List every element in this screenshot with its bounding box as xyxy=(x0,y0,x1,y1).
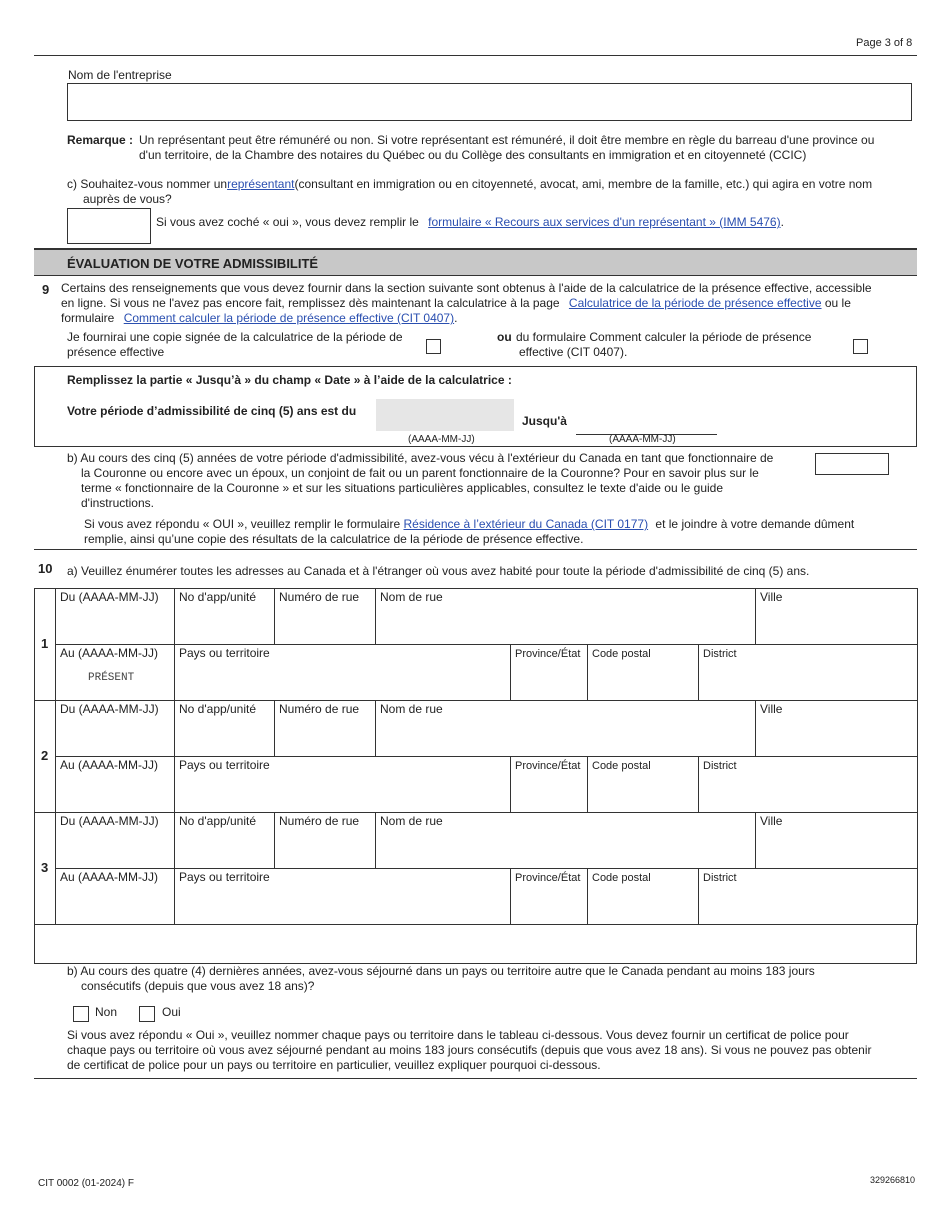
district-label: District xyxy=(703,648,737,660)
province-label: Province/État xyxy=(515,872,581,884)
to-date-label: Au (AAAA-MM-JJ) xyxy=(60,646,159,660)
q10a-text: a) Veuillez énumérer toutes les adresses au Canada et à l'étranger où vous avez habité pour toute la période d'admissibilité de cinq (5) ans. xyxy=(67,564,810,578)
q9-line-3-text: formulaire xyxy=(61,311,115,325)
presence-calculator-link[interactable]: Calculatrice de la période de présence effective xyxy=(568,296,822,310)
q9b-line-4: d'instructions. xyxy=(81,496,154,510)
remark-line-2: d'un territoire, de la Chambre des notaires du Québec ou du Collège des consultants en immigration et en citoyenneté (CCIC) xyxy=(139,148,807,162)
street-name-label: Nom de rue xyxy=(380,590,443,604)
to-date-label: Au (AAAA-MM-JJ) xyxy=(60,870,159,884)
remark-label: Remarque : xyxy=(67,133,134,147)
if-yes-instruction xyxy=(156,215,784,230)
apt-unit-label: No d'app/unité xyxy=(179,590,257,604)
question-c-text xyxy=(67,177,872,192)
row-1-district-cell xyxy=(698,644,918,701)
remark-line-1: Un représentant peut être rémunéré ou non. Si votre représentant est rémunéré, il doit être membre en règle du barreau d'une province ou xyxy=(139,133,875,147)
q9-or-label: ou xyxy=(497,330,512,344)
row-1-street-name-cell xyxy=(375,588,756,645)
row-1-province-input[interactable] xyxy=(513,663,585,698)
row-1-street-number-cell xyxy=(274,588,376,645)
row-2-postal-code-input[interactable] xyxy=(590,775,696,810)
question-c-prefix: c) Souhaitez-vous nommer un xyxy=(67,177,228,191)
address-row-number: 1 xyxy=(41,636,49,651)
q9b-yes-line-2: remplie, ainsi qu’une copie des résultats de la calculatrice de la période de présence effective. xyxy=(84,532,584,546)
if-yes-end: . xyxy=(780,215,784,229)
header-divider xyxy=(34,55,917,56)
calculator-copy-checkbox[interactable] xyxy=(426,339,441,354)
q9b-yes-end: et le joindre à votre demande dûment xyxy=(655,517,855,531)
q9-line-3-end: . xyxy=(454,311,458,325)
address-row-number: 2 xyxy=(41,748,49,763)
cit0407-form-checkbox[interactable] xyxy=(853,339,868,354)
from-date-label: Du (AAAA-MM-JJ) xyxy=(60,702,159,716)
q10c-line-1: Si vous avez répondu « Oui », veuillez nommer chaque pays ou territoire dans le tableau ci-dessous. Vous devez fournir un certificat de police pour xyxy=(67,1028,849,1042)
page-number: Page 3 of 8 xyxy=(856,37,913,49)
address-table-extra-row[interactable] xyxy=(34,924,917,964)
to-date-label: Au (AAAA-MM-JJ) xyxy=(60,758,159,772)
row-1-postal-code-input[interactable] xyxy=(590,663,696,698)
row-1-from-date-input[interactable] xyxy=(58,607,172,642)
q9b-yes-line-1 xyxy=(84,517,854,532)
row-1-district-input[interactable] xyxy=(701,663,915,698)
row-2-country-cell xyxy=(174,756,511,813)
q9b-yes-text: Si vous avez répondu « OUI », veuillez remplir le formulaire xyxy=(84,517,401,531)
row-2-country-input[interactable] xyxy=(177,775,508,810)
province-label: Province/État xyxy=(515,760,581,772)
postal-code-label: Code postal xyxy=(592,648,651,660)
province-label: Province/État xyxy=(515,648,581,660)
city-label: Ville xyxy=(760,590,783,604)
q9-option-2-line-1: du formulaire Comment calculer la période de présence xyxy=(516,330,812,344)
street-number-label: Numéro de rue xyxy=(279,814,360,828)
row-3-street-name-input[interactable] xyxy=(378,831,753,866)
eligibility-section-title: ÉVALUATION DE VOTRE ADMISSIBILITÉ xyxy=(67,256,319,271)
row-3-postal-code-cell xyxy=(587,868,699,925)
row-2-city-cell xyxy=(755,700,918,757)
q9-line-3 xyxy=(61,311,457,326)
row-2-district-cell xyxy=(698,756,918,813)
row-2-from-date-cell xyxy=(55,700,175,757)
row-3-city-cell xyxy=(755,812,918,869)
question-c-suffix: (consultant en immigration ou en citoyenneté, avocat, ami, membre de la famille, etc.) qui agira en votre nom xyxy=(294,177,873,191)
row-3-province-input[interactable] xyxy=(513,887,585,922)
q9-option-1-line-2: présence effective xyxy=(67,345,165,359)
row-2-to-date-cell xyxy=(55,756,175,813)
q9-line-2 xyxy=(61,296,851,311)
q9-line-2-text: en ligne. Si vous ne l'avez pas encore fait, remplissez dès maintenant la calculatrice à la page xyxy=(61,296,560,310)
apt-unit-label: No d'app/unité xyxy=(179,702,257,716)
street-name-label: Nom de rue xyxy=(380,814,443,828)
row-2-city-input[interactable] xyxy=(758,719,915,754)
stay-abroad-yes-label: Oui xyxy=(162,1005,181,1019)
representative-link[interactable]: représentant xyxy=(227,177,295,191)
q10c-line-2: chaque pays ou territoire où vous avez séjourné pendant au moins 183 jours consécutifs (depuis que vous avez 18 ans). Si vous ne pouvez pas obtenir xyxy=(67,1043,872,1057)
row-1-street-name-input[interactable] xyxy=(378,607,753,642)
q9-option-1-line-1: Je fournirai une copie signée de la calculatrice de la période de xyxy=(67,330,403,344)
row-3-postal-code-input[interactable] xyxy=(590,887,696,922)
row-1-city-input[interactable] xyxy=(758,607,915,642)
row-3-street-number-cell xyxy=(274,812,376,869)
cit0407-link[interactable]: Comment calculer la période de présence effective (CIT 0407) xyxy=(123,311,455,325)
q9-line-2-end: ou le xyxy=(824,296,851,310)
row-3-province-cell xyxy=(510,868,588,925)
country-label: Pays ou territoire xyxy=(179,870,270,884)
row-2-street-name-input[interactable] xyxy=(378,719,753,754)
if-yes-text: Si vous avez coché « oui », vous devez remplir le xyxy=(156,215,419,229)
row-2-street-number-cell xyxy=(274,700,376,757)
q10b-line-1: b) Au cours des quatre (4) dernières années, avez-vous séjourné dans un pays ou territoire autre que le Canada pendant au moins 183 jours xyxy=(67,964,815,978)
q10-divider xyxy=(34,1078,917,1079)
company-name-input[interactable] xyxy=(67,83,912,121)
representative-answer-select[interactable] xyxy=(67,208,151,244)
q10b-line-2: consécutifs (depuis que vous avez 18 ans)? xyxy=(81,979,315,993)
row-1-country-input[interactable] xyxy=(177,663,508,698)
row-3-to-date-cell xyxy=(55,868,175,925)
row-1-apt-unit-cell xyxy=(174,588,275,645)
q9-option-2-line-2: effective (CIT 0407). xyxy=(519,345,628,359)
row-2-apt-unit-cell xyxy=(174,700,275,757)
q9-divider xyxy=(34,549,917,550)
country-label: Pays ou territoire xyxy=(179,646,270,660)
row-2-from-date-input[interactable] xyxy=(58,719,172,754)
address-row-number: 3 xyxy=(41,860,49,875)
q9b-line-2: la Couronne ou encore avec un époux, un conjoint de fait ou un parent fonctionnaire de la Couronne? Pour en savoir plus sur le xyxy=(81,466,759,480)
period-label: Votre période d’admissibilité de cinq (5) ans est du xyxy=(67,404,357,418)
street-number-label: Numéro de rue xyxy=(279,702,360,716)
row-1-country-cell xyxy=(174,644,511,701)
until-label: Jusqu'à xyxy=(522,414,567,428)
barcode-number: 329266810 xyxy=(870,1175,916,1185)
stay-abroad-no-label: Non xyxy=(95,1005,118,1019)
q10c-line-3: de certificat de police pour un pays ou territoire en particulier, veuillez expliquer pourquoi ci-dessous. xyxy=(67,1058,601,1072)
city-label: Ville xyxy=(760,814,783,828)
from-date-label: Du (AAAA-MM-JJ) xyxy=(60,590,159,604)
postal-code-label: Code postal xyxy=(592,872,651,884)
row-2-to-date-input[interactable] xyxy=(58,775,172,810)
stay-abroad-no-checkbox[interactable] xyxy=(73,1006,89,1022)
row-2-postal-code-cell xyxy=(587,756,699,813)
start-date-format: (AAAA-MM-JJ) xyxy=(408,434,475,445)
row-1-apt-unit-input[interactable] xyxy=(177,607,272,642)
row-3-street-number-input[interactable] xyxy=(277,831,373,866)
from-date-label: Du (AAAA-MM-JJ) xyxy=(60,814,159,828)
eligibility-section-header xyxy=(34,248,917,276)
apt-unit-label: No d'app/unité xyxy=(179,814,257,828)
row-1-postal-code-cell xyxy=(587,644,699,701)
row-2-province-cell xyxy=(510,756,588,813)
row-3-city-input[interactable] xyxy=(758,831,915,866)
row-1-from-date-cell xyxy=(55,588,175,645)
row-3-street-name-cell xyxy=(375,812,756,869)
end-date-format: (AAAA-MM-JJ) xyxy=(609,434,676,445)
row-3-country-input[interactable] xyxy=(177,887,508,922)
row-1-to-date-input[interactable] xyxy=(58,663,172,698)
postal-code-label: Code postal xyxy=(592,760,651,772)
question-9-number: 9 xyxy=(42,282,50,297)
row-1-province-cell xyxy=(510,644,588,701)
imm5476-link[interactable]: formulaire « Recours aux services d'un représentant » (IMM 5476) xyxy=(428,215,781,229)
cit0177-link[interactable]: Résidence à l’extérieur du Canada (CIT 0177) xyxy=(403,517,649,531)
period-instruction: Remplissez la partie « Jusqu’à » du champ « Date » à l’aide de la calculatrice : xyxy=(67,373,512,387)
row-3-country-cell xyxy=(174,868,511,925)
row-3-district-cell xyxy=(698,868,918,925)
question-10-number: 10 xyxy=(38,561,53,576)
street-number-label: Numéro de rue xyxy=(279,590,360,604)
row-3-to-date-input[interactable] xyxy=(58,887,172,922)
q9b-line-3: terme « fonctionnaire de la Couronne » et sur les situations particulières applicables, consultez le texte d'aide ou le guide xyxy=(81,481,724,495)
row-3-from-date-input[interactable] xyxy=(58,831,172,866)
row-2-apt-unit-input[interactable] xyxy=(177,719,272,754)
country-label: Pays ou territoire xyxy=(179,758,270,772)
period-end-date-input[interactable] xyxy=(576,400,717,433)
district-label: District xyxy=(703,872,737,884)
row-2-street-name-cell xyxy=(375,700,756,757)
row-3-apt-unit-cell xyxy=(174,812,275,869)
row-2-province-input[interactable] xyxy=(513,775,585,810)
period-start-date-input[interactable] xyxy=(376,399,514,431)
crown-servant-answer-select[interactable] xyxy=(815,453,889,475)
city-label: Ville xyxy=(760,702,783,716)
form-code: CIT 0002 (01-2024) F xyxy=(38,1178,134,1189)
company-name-label: Nom de l'entreprise xyxy=(68,68,172,82)
q9-line-1: Certains des renseignements que vous devez fournir dans la section suivante sont obtenus à l'aide de la calculatrice de la présence effective, accessible xyxy=(61,281,872,295)
row-1-street-number-input[interactable] xyxy=(277,607,373,642)
row-3-from-date-cell xyxy=(55,812,175,869)
row-2-district-input[interactable] xyxy=(701,775,915,810)
q9b-line-1: b) Au cours des cinq (5) années de votre période d'admissibilité, avez-vous vécu à l'extérieur du Canada en tant que fonctionnaire de xyxy=(67,451,774,465)
row-2-street-number-input[interactable] xyxy=(277,719,373,754)
row-3-district-input[interactable] xyxy=(701,887,915,922)
question-c-line-2: auprès de vous? xyxy=(83,192,172,206)
row-1-city-cell xyxy=(755,588,918,645)
row-3-apt-unit-input[interactable] xyxy=(177,831,272,866)
row-1-to-date-cell xyxy=(55,644,175,701)
street-name-label: Nom de rue xyxy=(380,702,443,716)
stay-abroad-yes-checkbox[interactable] xyxy=(139,1006,155,1022)
row-1-to-date-value: PRÉSENT xyxy=(88,672,135,684)
district-label: District xyxy=(703,760,737,772)
